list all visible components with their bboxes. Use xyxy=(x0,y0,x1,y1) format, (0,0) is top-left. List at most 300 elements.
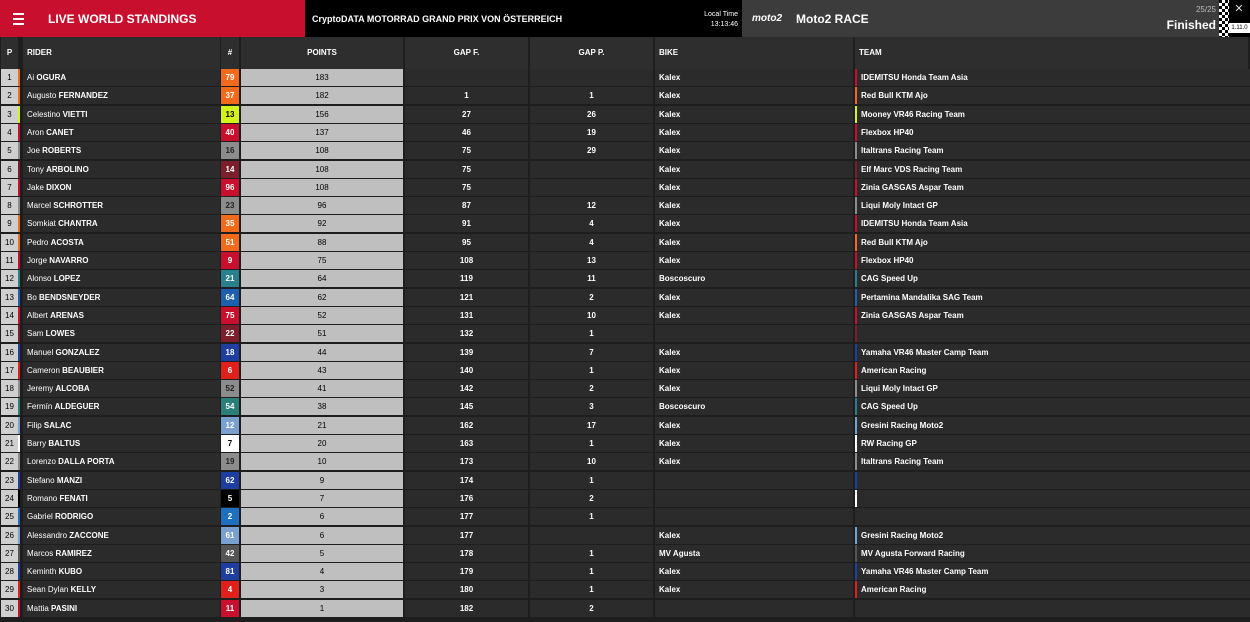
table-row[interactable] xyxy=(0,252,1250,269)
rider-name[interactable] xyxy=(23,398,220,415)
position: 26 xyxy=(1,527,18,544)
table-row[interactable] xyxy=(0,362,1250,379)
top-header xyxy=(0,0,1250,37)
gap-to-first: 75 xyxy=(405,142,528,159)
rider-first-name: Manuel xyxy=(27,347,56,357)
rider-first-name: Augusto xyxy=(27,91,59,101)
team-name: Mooney VR46 Racing Team xyxy=(857,106,1250,123)
rider-first-name: Celestino xyxy=(27,109,63,119)
rider-name[interactable] xyxy=(23,270,220,287)
rider-team-color-bar xyxy=(18,581,20,598)
rider-name[interactable] xyxy=(23,69,220,86)
session-name: Moto2 RACE xyxy=(796,12,869,26)
points: 92 xyxy=(241,215,403,232)
rider-number-badge: 23 xyxy=(221,197,239,214)
gap-to-first: 121 xyxy=(405,289,528,306)
rider-team-color-bar xyxy=(18,325,20,342)
position: 17 xyxy=(1,362,18,379)
page-title: LIVE WORLD STANDINGS xyxy=(48,12,197,26)
table-row[interactable] xyxy=(0,179,1250,196)
bike-manufacturer: Kalex xyxy=(655,581,853,598)
rider-last-name: FENATI xyxy=(59,493,88,503)
rider-team-color-bar xyxy=(18,270,20,287)
team-name: IDEMITSU Honda Team Asia xyxy=(857,69,1250,86)
rider-team-color-bar xyxy=(18,252,20,269)
rider-last-name: VIETTI xyxy=(62,109,88,119)
table-row[interactable] xyxy=(0,472,1250,489)
rider-name[interactable] xyxy=(23,197,220,214)
rider-team-color-bar xyxy=(18,563,20,580)
position: 12 xyxy=(1,270,18,287)
table-row[interactable] xyxy=(0,69,1250,86)
rider-name[interactable] xyxy=(23,417,220,434)
rider-number-badge: 61 xyxy=(221,527,239,544)
position: 8 xyxy=(1,197,18,214)
gap-to-previous: 2 xyxy=(530,490,653,507)
version-badge: 1.11.0 xyxy=(1229,23,1250,33)
position: 2 xyxy=(1,87,18,104)
position: 10 xyxy=(1,234,18,251)
gap-to-previous: 10 xyxy=(530,307,653,324)
points: 9 xyxy=(241,472,403,489)
collapse-icon[interactable]: ✕ xyxy=(1234,3,1244,15)
gap-to-first: 163 xyxy=(405,435,528,452)
rider-last-name: FERNANDEZ xyxy=(58,91,108,101)
gap-to-previous xyxy=(530,527,653,544)
rider-name[interactable] xyxy=(23,472,220,489)
rider-first-name: Alonso xyxy=(27,274,54,284)
table-row[interactable] xyxy=(0,435,1250,452)
table-row[interactable] xyxy=(0,215,1250,232)
gap-to-previous xyxy=(530,161,653,178)
rider-name[interactable] xyxy=(23,508,220,525)
points: 44 xyxy=(241,344,403,361)
position: 21 xyxy=(1,435,18,452)
rider-team-color-bar xyxy=(18,453,20,470)
position: 29 xyxy=(1,581,18,598)
bike-manufacturer: Kalex xyxy=(655,234,853,251)
rider-team-color-bar xyxy=(18,142,20,159)
rider-name[interactable] xyxy=(23,380,220,397)
team-name: Liqui Moly Intact GP xyxy=(857,197,1250,214)
rider-number-badge: 21 xyxy=(221,270,239,287)
rider-name[interactable] xyxy=(23,289,220,306)
bike-manufacturer: Kalex xyxy=(655,215,853,232)
position: 15 xyxy=(1,325,18,342)
gap-to-previous xyxy=(530,69,653,86)
gap-to-previous: 7 xyxy=(530,344,653,361)
rider-first-name: Bo xyxy=(27,292,40,302)
rider-last-name: LOPEZ xyxy=(53,274,81,284)
rider-first-name: Jorge xyxy=(27,256,50,265)
rider-name[interactable] xyxy=(23,527,220,544)
rider-last-name: BALTUS xyxy=(48,439,81,448)
rider-number-badge: 2 xyxy=(221,508,239,525)
rider-team-color-bar xyxy=(18,215,20,232)
team-name: Flexbox HP40 xyxy=(857,124,1250,141)
bike-manufacturer: Boscoscuro xyxy=(655,270,853,287)
rider-last-name: ROBERTS xyxy=(42,146,82,156)
rider-last-name: BENDSNEYDER xyxy=(39,292,101,302)
table-row[interactable] xyxy=(0,344,1250,361)
position: 6 xyxy=(1,161,18,178)
points: 10 xyxy=(241,453,403,470)
gap-to-first: 173 xyxy=(405,453,528,470)
col-header-rider[interactable]: RIDER xyxy=(23,37,220,69)
bike-manufacturer xyxy=(655,600,853,617)
gap-to-first: 180 xyxy=(405,581,528,598)
gap-to-previous: 1 xyxy=(530,563,653,580)
rider-name[interactable] xyxy=(23,545,220,562)
rider-team-color-bar xyxy=(18,307,20,324)
rider-team-color-bar xyxy=(18,179,20,196)
rider-first-name: Marcel xyxy=(27,201,54,211)
rider-first-name: Somkiat xyxy=(27,219,59,229)
rider-number-badge: 96 xyxy=(221,179,239,196)
rider-last-name: NAVARRO xyxy=(49,256,89,265)
gap-to-previous: 13 xyxy=(530,252,653,269)
team-name: Flexbox HP40 xyxy=(857,252,1250,269)
rider-last-name: PASINI xyxy=(51,603,78,613)
rider-name[interactable] xyxy=(23,362,220,379)
rider-number-badge: 54 xyxy=(221,398,239,415)
rider-last-name: ZACCONE xyxy=(69,530,109,540)
table-row[interactable] xyxy=(0,197,1250,214)
rider-team-color-bar xyxy=(18,362,20,379)
table-row[interactable] xyxy=(0,325,1250,342)
bike-manufacturer: Kalex xyxy=(655,307,853,324)
table-row[interactable] xyxy=(0,545,1250,562)
points: 6 xyxy=(241,508,403,525)
gap-to-previous: 1 xyxy=(530,435,653,452)
gap-to-previous: 17 xyxy=(530,417,653,434)
position: 24 xyxy=(1,490,18,507)
rider-name[interactable] xyxy=(23,453,220,470)
team-name: Italtrans Racing Team xyxy=(857,453,1250,470)
team-name: IDEMITSU Honda Team Asia xyxy=(857,215,1250,232)
team-name: Yamaha VR46 Master Camp Team xyxy=(857,563,1250,580)
team-name xyxy=(857,508,1250,525)
col-header-gap-previous[interactable]: GAP P. xyxy=(530,37,653,69)
position: 7 xyxy=(1,179,18,196)
col-header-bike[interactable]: BIKE xyxy=(655,37,853,69)
rider-first-name: Albert xyxy=(27,310,51,320)
rider-number-badge: 37 xyxy=(221,87,239,104)
rider-team-color-bar xyxy=(18,124,20,141)
gap-to-previous: 4 xyxy=(530,215,653,232)
gap-to-first: 75 xyxy=(405,161,528,178)
table-row[interactable] xyxy=(0,234,1250,251)
rider-number-badge: 51 xyxy=(221,234,239,251)
bike-manufacturer: Kalex xyxy=(655,527,853,544)
rider-name[interactable] xyxy=(23,435,220,452)
bike-manufacturer: MV Agusta xyxy=(655,545,853,562)
points: 3 xyxy=(241,581,403,598)
hamburger-menu-icon[interactable] xyxy=(5,7,31,30)
gap-to-previous: 10 xyxy=(530,453,653,470)
rider-name[interactable] xyxy=(23,142,220,159)
rider-first-name: Tony xyxy=(27,164,47,174)
rider-number-badge: 62 xyxy=(221,472,239,489)
gap-to-first: 162 xyxy=(405,417,528,434)
table-row[interactable] xyxy=(0,600,1250,617)
rider-first-name: Barry xyxy=(27,439,49,448)
rider-name[interactable] xyxy=(23,344,220,361)
rider-team-color-bar xyxy=(18,87,20,104)
rider-team-color-bar xyxy=(18,106,20,123)
rider-last-name: LOWES xyxy=(45,329,76,339)
rider-team-color-bar xyxy=(18,417,20,434)
table-row[interactable] xyxy=(0,563,1250,580)
team-name xyxy=(857,325,1250,342)
team-name: Gresini Racing Moto2 xyxy=(857,417,1250,434)
points: 183 xyxy=(241,69,403,86)
points: 38 xyxy=(241,398,403,415)
rider-last-name: ARENAS xyxy=(50,310,84,320)
rider-first-name: Ai xyxy=(27,73,37,82)
bike-manufacturer: Kalex xyxy=(655,435,853,452)
gap-to-previous: 1 xyxy=(530,362,653,379)
rider-name[interactable] xyxy=(23,252,220,269)
rider-name[interactable] xyxy=(23,161,220,178)
rider-number-badge: 75 xyxy=(221,307,239,324)
gap-to-previous: 2 xyxy=(530,289,653,306)
rider-name[interactable] xyxy=(23,490,220,507)
gap-to-previous: 29 xyxy=(530,142,653,159)
rider-team-color-bar xyxy=(18,545,20,562)
rider-first-name: Joe xyxy=(27,146,43,156)
gap-to-first: 177 xyxy=(405,508,528,525)
team-name: CAG Speed Up xyxy=(857,398,1250,415)
rider-first-name: Gabriel xyxy=(27,512,56,522)
position: 28 xyxy=(1,563,18,580)
table-row[interactable] xyxy=(0,490,1250,507)
table-row[interactable] xyxy=(0,508,1250,525)
points: 52 xyxy=(241,307,403,324)
rider-name[interactable] xyxy=(23,234,220,251)
rider-name[interactable] xyxy=(23,563,220,580)
gap-to-first: 145 xyxy=(405,398,528,415)
rider-last-name: ACOSTA xyxy=(50,237,84,247)
gap-to-first: 119 xyxy=(405,270,528,287)
chequered-flag-icon xyxy=(1219,0,1229,37)
points: 7 xyxy=(241,490,403,507)
rider-name[interactable] xyxy=(23,600,220,617)
table-row[interactable] xyxy=(0,124,1250,141)
table-header-row xyxy=(0,37,1250,69)
gap-to-first xyxy=(405,69,528,86)
rider-name[interactable] xyxy=(23,215,220,232)
gap-to-first: 179 xyxy=(405,563,528,580)
gap-to-previous xyxy=(530,179,653,196)
points: 21 xyxy=(241,417,403,434)
rider-last-name: ALCOBA xyxy=(55,384,90,394)
bike-manufacturer xyxy=(655,490,853,507)
rider-last-name: OGURA xyxy=(36,73,67,82)
rider-number-badge: 12 xyxy=(221,417,239,434)
rider-name[interactable] xyxy=(23,106,220,123)
bike-manufacturer: Kalex xyxy=(655,124,853,141)
gap-to-previous: 1 xyxy=(530,545,653,562)
points: 182 xyxy=(241,87,403,104)
table-row[interactable] xyxy=(0,87,1250,104)
table-row[interactable] xyxy=(0,417,1250,434)
rider-first-name: Sean Dylan xyxy=(27,585,71,595)
col-header-pos[interactable]: P xyxy=(1,37,18,69)
points: 156 xyxy=(241,106,403,123)
rider-number-badge: 81 xyxy=(221,563,239,580)
team-name: MV Agusta Forward Racing xyxy=(857,545,1250,562)
team-name: Pertamina Mandalika SAG Team xyxy=(857,289,1250,306)
team-name xyxy=(857,490,1250,507)
rider-team-color-bar xyxy=(18,69,20,86)
points: 108 xyxy=(241,142,403,159)
table-row[interactable] xyxy=(0,581,1250,598)
table-row[interactable] xyxy=(0,527,1250,544)
rider-number-badge: 19 xyxy=(221,453,239,470)
gap-to-first: 140 xyxy=(405,362,528,379)
rider-first-name: Filip xyxy=(27,420,44,430)
points: 108 xyxy=(241,161,403,178)
points: 96 xyxy=(241,197,403,214)
rider-first-name: Romano xyxy=(27,493,60,503)
rider-name[interactable] xyxy=(23,325,220,342)
rider-number-badge: 42 xyxy=(221,545,239,562)
rider-team-color-bar xyxy=(18,289,20,306)
rider-first-name: Fermín xyxy=(27,402,55,412)
position: 3 xyxy=(1,106,18,123)
bike-manufacturer: Kalex xyxy=(655,252,853,269)
gap-to-first: 95 xyxy=(405,234,528,251)
rider-team-color-bar xyxy=(18,472,20,489)
session-status: Finished xyxy=(1166,18,1216,32)
points: 4 xyxy=(241,563,403,580)
rider-number-badge: 18 xyxy=(221,344,239,361)
gap-to-first: 139 xyxy=(405,344,528,361)
rider-first-name: Sam xyxy=(27,329,46,339)
table-row[interactable] xyxy=(0,398,1250,415)
position: 18 xyxy=(1,380,18,397)
rider-last-name: ALDEGUER xyxy=(54,402,100,412)
rider-first-name: Alessandro xyxy=(27,530,70,540)
table-row[interactable] xyxy=(0,289,1250,306)
col-header-team[interactable]: TEAM xyxy=(855,37,1248,69)
position: 27 xyxy=(1,545,18,562)
team-name: Zinia GASGAS Aspar Team xyxy=(857,307,1250,324)
bike-manufacturer: Kalex xyxy=(655,179,853,196)
points: 51 xyxy=(241,325,403,342)
rider-last-name: DALLA PORTA xyxy=(58,457,115,467)
rider-first-name: Stefano xyxy=(27,475,57,485)
gap-to-previous: 2 xyxy=(530,380,653,397)
rider-number-badge: 4 xyxy=(221,581,239,598)
rider-number-badge: 14 xyxy=(221,161,239,178)
gap-to-previous: 4 xyxy=(530,234,653,251)
rider-name[interactable] xyxy=(23,179,220,196)
rider-last-name: CHANTRA xyxy=(58,219,98,229)
points: 75 xyxy=(241,252,403,269)
gap-to-first: 75 xyxy=(405,179,528,196)
position: 19 xyxy=(1,398,18,415)
bike-manufacturer: Kalex xyxy=(655,344,853,361)
rider-number-badge: 35 xyxy=(221,215,239,232)
col-header-points[interactable]: POINTS xyxy=(241,37,403,69)
position: 4 xyxy=(1,124,18,141)
bike-manufacturer xyxy=(655,508,853,525)
rider-team-color-bar xyxy=(18,398,20,415)
rider-last-name: DIXON xyxy=(46,182,72,192)
rider-name[interactable] xyxy=(23,87,220,104)
gap-to-first: 178 xyxy=(405,545,528,562)
table-row[interactable] xyxy=(0,142,1250,159)
rider-first-name: Jeremy xyxy=(27,384,56,394)
points: 108 xyxy=(241,179,403,196)
rider-first-name: Marcos xyxy=(27,548,56,558)
rider-name[interactable] xyxy=(23,581,220,598)
gap-to-first: 131 xyxy=(405,307,528,324)
bike-manufacturer: Kalex xyxy=(655,69,853,86)
rider-last-name: RODRIGO xyxy=(55,512,94,522)
rider-name[interactable] xyxy=(23,307,220,324)
rider-team-color-bar xyxy=(18,490,20,507)
gap-to-previous: 2 xyxy=(530,600,653,617)
table-row[interactable] xyxy=(0,270,1250,287)
points: 20 xyxy=(241,435,403,452)
rider-last-name: MANZI xyxy=(56,475,83,485)
rider-team-color-bar xyxy=(18,435,20,452)
local-time-block xyxy=(700,10,738,30)
position: 20 xyxy=(1,417,18,434)
rider-last-name: GONZALEZ xyxy=(55,347,100,357)
points: 43 xyxy=(241,362,403,379)
rider-first-name: Mattia xyxy=(27,603,52,613)
table-row[interactable] xyxy=(0,380,1250,397)
table-row[interactable] xyxy=(0,161,1250,178)
col-header-number[interactable]: # xyxy=(221,37,239,69)
gap-to-previous: 1 xyxy=(530,87,653,104)
rider-last-name: RAMIREZ xyxy=(55,548,92,558)
rider-first-name: Cameron xyxy=(27,365,63,375)
bike-manufacturer: Kalex xyxy=(655,142,853,159)
table-row[interactable] xyxy=(0,106,1250,123)
rider-name[interactable] xyxy=(23,124,220,141)
table-row[interactable] xyxy=(0,453,1250,470)
bike-manufacturer: Kalex xyxy=(655,197,853,214)
col-header-gap-first[interactable]: GAP F. xyxy=(405,37,528,69)
points: 62 xyxy=(241,289,403,306)
rider-first-name: Jake xyxy=(27,182,47,192)
gap-to-first: 182 xyxy=(405,600,528,617)
rider-team-color-bar xyxy=(18,197,20,214)
team-name xyxy=(857,600,1250,617)
lap-counter: 25/25 xyxy=(1195,5,1216,14)
bike-manufacturer: Kalex xyxy=(655,87,853,104)
team-name: Red Bull KTM Ajo xyxy=(857,87,1250,104)
position: 22 xyxy=(1,453,18,470)
bike-manufacturer: Kalex xyxy=(655,161,853,178)
gap-to-first: 91 xyxy=(405,215,528,232)
points: 1 xyxy=(241,600,403,617)
points: 64 xyxy=(241,270,403,287)
bike-manufacturer: Kalex xyxy=(655,563,853,580)
rider-team-color-bar xyxy=(18,380,20,397)
rider-number-badge: 5 xyxy=(221,490,239,507)
gap-to-previous: 19 xyxy=(530,124,653,141)
bike-manufacturer: Boscoscuro xyxy=(655,398,853,415)
table-row[interactable] xyxy=(0,307,1250,324)
position: 9 xyxy=(1,215,18,232)
bike-manufacturer: Kalex xyxy=(655,362,853,379)
